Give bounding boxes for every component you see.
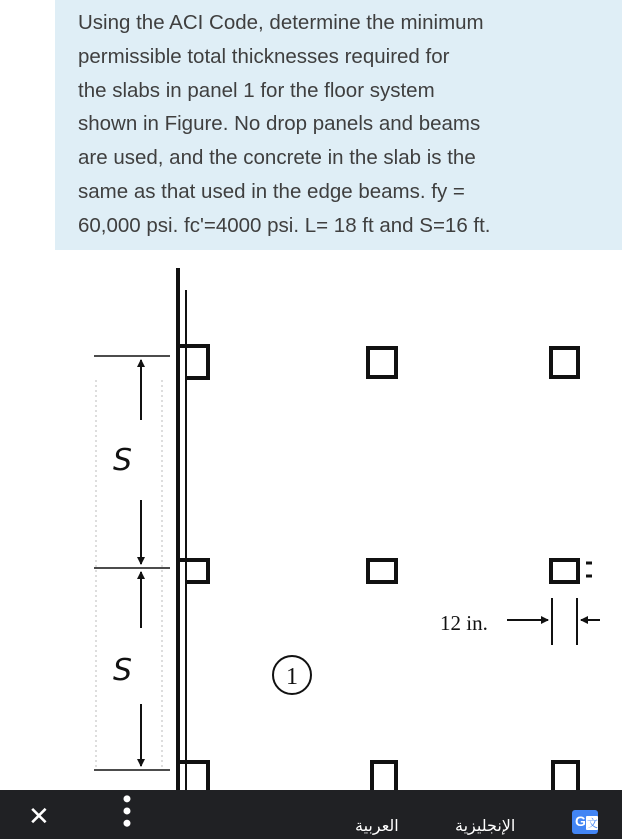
column <box>372 762 396 790</box>
translate-letter: G <box>575 813 586 829</box>
question-line: the slabs in panel 1 for the floor system <box>78 78 435 102</box>
column <box>368 560 396 582</box>
language-source-button[interactable]: العربية <box>355 816 399 835</box>
question-text <box>78 6 568 243</box>
translate-bottom-bar <box>0 790 622 839</box>
floor-plan-figure <box>0 250 622 790</box>
more-vertical-icon[interactable]: ••• <box>112 791 141 829</box>
column <box>368 348 396 377</box>
question-line: shown in Figure. No drop panels and beams <box>78 112 481 136</box>
edge-column <box>178 560 208 582</box>
span-label-top: S <box>113 443 133 478</box>
dimension-label: 12 in. <box>440 611 488 635</box>
question-line: same as that used in the edge beams. fy = <box>78 179 465 203</box>
edge-column <box>178 762 208 790</box>
edge-column <box>178 346 208 378</box>
span-label-bottom: S <box>113 653 133 688</box>
floor-plan-diagram <box>0 250 622 790</box>
language-target-button[interactable]: الإنجليزية <box>455 816 516 835</box>
column <box>551 560 578 582</box>
panel-label: 1 <box>286 664 298 690</box>
column <box>553 762 578 790</box>
question-line: Using the ACI Code, determine the minimum <box>78 11 484 34</box>
question-line: 60,000 psi. fc'=4000 psi. L= 18 ft and S=16 ft. <box>78 213 491 237</box>
google-translate-icon[interactable] <box>572 810 598 834</box>
close-icon[interactable]: ✕ <box>28 802 50 832</box>
question-line: are used, and the concrete in the slab is the <box>78 146 476 170</box>
translate-badge: 文 <box>587 817 598 830</box>
column <box>551 348 578 377</box>
question-line: permissible total thicknesses required for <box>78 44 450 68</box>
